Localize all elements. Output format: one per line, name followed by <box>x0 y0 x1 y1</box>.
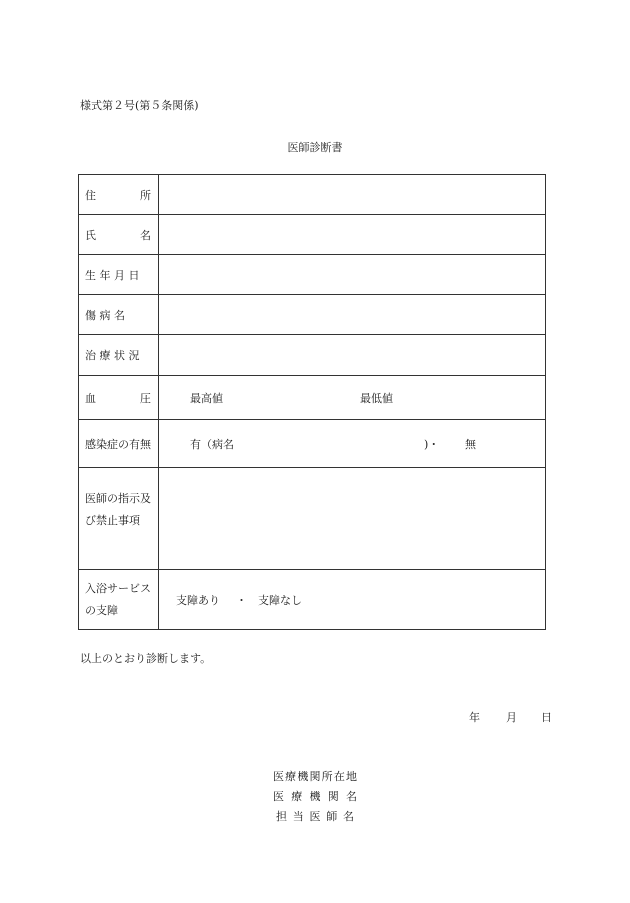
date-month-label: 月 <box>506 711 517 724</box>
row-birthdate <box>79 255 546 295</box>
field-blood-pressure[interactable] <box>159 376 546 420</box>
row-name <box>79 215 546 255</box>
label-doctor-instructions: 医師の指示及び禁止事項 <box>79 468 159 570</box>
row-bathing <box>79 570 546 630</box>
form-number: 様式第２号(第５条関係) <box>80 99 199 112</box>
label-address: 住 所 <box>79 175 159 215</box>
label-infection: 感染症の有無 <box>79 420 159 468</box>
label-bathing: 入浴サービスの支障 <box>79 570 159 630</box>
field-birthdate[interactable] <box>159 255 546 295</box>
label-birthdate: 生 年 月 日 <box>79 255 159 295</box>
field-address[interactable] <box>159 175 546 215</box>
label-treatment: 治 療 状 況 <box>79 335 159 376</box>
document-title: 医師診断書 <box>287 141 343 154</box>
bathing-option-yes[interactable]: 支障あり <box>176 593 220 607</box>
row-treatment <box>79 335 546 376</box>
infection-no-label[interactable]: 無 <box>465 437 476 451</box>
date-year-label: 年 <box>469 711 480 724</box>
signature-institution-name: 医療機関名 <box>273 790 357 803</box>
closing-statement: 以上のとおり診断します。 <box>80 652 212 665</box>
field-disease[interactable] <box>159 295 546 335</box>
field-treatment[interactable] <box>159 335 546 376</box>
label-disease: 傷 病 名 <box>79 295 159 335</box>
date-day-label: 日 <box>541 711 552 724</box>
infection-yes-label[interactable]: 有（病名 <box>190 437 234 451</box>
field-doctor-instructions[interactable] <box>159 468 546 570</box>
bathing-separator: ・ <box>236 593 247 607</box>
signature-doctor-name: 担当医師名 <box>276 810 354 823</box>
signature-institution-address: 医療機関所在地 <box>273 770 357 783</box>
infection-close-paren: )・ <box>424 437 440 451</box>
row-blood-pressure <box>79 376 546 420</box>
bp-max-label: 最高値 <box>190 391 223 405</box>
label-blood-pressure: 血 圧 <box>79 376 159 420</box>
row-infection <box>79 420 546 468</box>
certificate-table <box>78 174 546 630</box>
bathing-option-no[interactable]: 支障なし <box>258 593 302 607</box>
row-doctor-instructions <box>79 468 546 570</box>
field-infection[interactable] <box>159 420 546 468</box>
bp-min-label: 最低値 <box>360 391 393 405</box>
field-name[interactable] <box>159 215 546 255</box>
row-disease <box>79 295 546 335</box>
field-bathing[interactable] <box>159 570 546 630</box>
label-name: 氏 名 <box>79 215 159 255</box>
row-address <box>79 175 546 215</box>
